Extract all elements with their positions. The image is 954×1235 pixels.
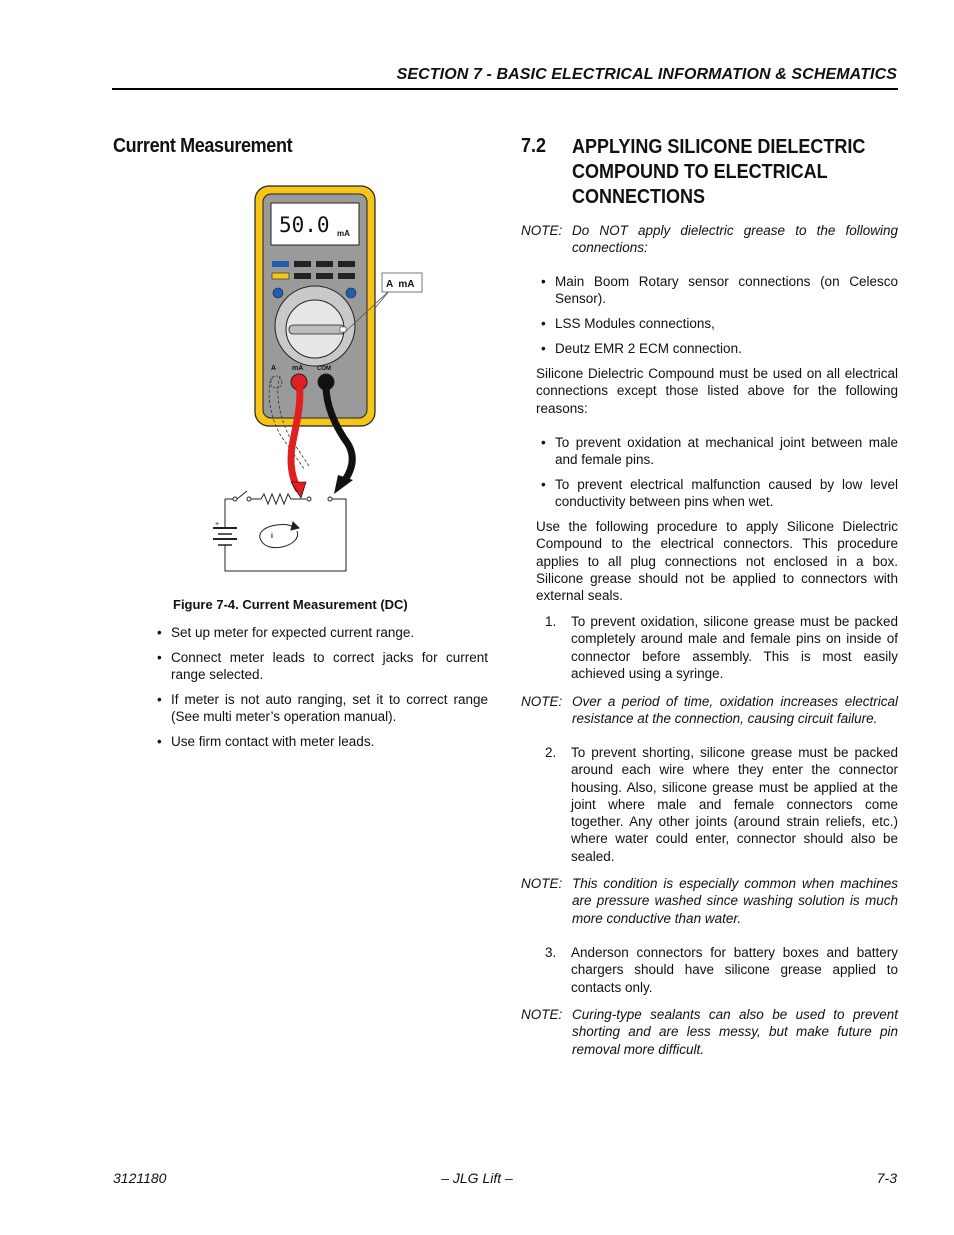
jack-a-label: A [271,365,277,372]
note [521,222,898,257]
list-item: • If meter is not auto ranging, set it to correct range (See multi meter’s operation manual). [157,692,488,725]
list-item: • Deutz EMR 2 ECM connection. [541,340,898,357]
paragraph: Use the following procedure to apply Silicone Dielectric Compound to the electrical connectors. This procedure applies to all plug connections not enclosed in a box. Silicone grease should not be applied to connectors with external seals. [536,519,898,604]
document-number: 3121180 [113,1170,167,1186]
display-value: 50.0 [279,213,330,237]
bullet-text: Use firm contact with meter leads. [171,734,375,749]
numbered-step [545,613,898,682]
note-text: Curing-type sealants can also be used to prevent shorting and are less messy, but make future pin removal more difficult. [572,1007,898,1057]
current-measurement-heading: Current Measurement [113,135,293,157]
bullet-text: Set up meter for expected current range. [171,625,415,640]
numbered-step [545,944,898,996]
note-label: NOTE: [521,694,563,709]
footer-center: – JLG Lift – [441,1170,513,1186]
step-text: Anderson connectors for battery boxes and battery chargers should have silicone grease applied to contacts only. [571,945,898,995]
step-number: 1. [545,614,557,629]
page-number: 7-3 [876,1170,897,1186]
note-label: NOTE: [521,223,563,238]
numbered-step [545,744,898,865]
bullet-text: To prevent oxidation at mechanical joint between male and female pins. [555,435,898,468]
jack-com-label: COM [317,366,331,372]
callout-label: A mA [386,279,415,290]
multimeter-figure [205,186,415,576]
bullet-text: Main Boom Rotary sensor connections (on Celesco Sensor). [555,274,898,307]
step-text: To prevent shorting, silicone grease must be packed around each wire where they enter the connector housing. Also, silicone grease must be applied at the joint where male and female connectors come together. Any other joints (around strain reliefs, etc.) where water could enter, connector should also be sealed. [571,745,898,864]
note-label: NOTE: [521,876,563,891]
list-item: • Set up meter for expected current range. [157,624,488,641]
current-symbol: i [271,533,273,540]
note-text: Over a period of time, oxidation increases electrical resistance at the connection, causing circuit failure. [572,694,898,727]
list-item: • Connect meter leads to correct jacks for current range selected. [157,650,488,683]
section-number: 7.2 [521,135,547,157]
yellow-button [272,273,289,279]
step-number: 3. [545,945,557,960]
list-item: • To prevent electrical malfunction caused by low level conductivity between pins when wet. [541,477,898,510]
circuit-diagram [213,491,346,571]
header-rule [112,88,898,90]
note-text: Do NOT apply dielectric grease to the following connections: [572,223,898,256]
step-text: To prevent oxidation, silicone grease must be packed completely around male and female pins on inside of connector before assembly. This is most easily achieved using a syringe. [571,614,898,681]
bullet-text: To prevent electrical malfunction caused by low level conductivity between pins when wet. [555,477,898,510]
svg-text:+: + [215,521,220,528]
paragraph: Silicone Dielectric Compound must be used on all electrical connections except those listed above for the following reasons: [536,366,898,416]
step-number: 2. [545,745,557,760]
section-heading: APPLYING SILICONE DIELECTRIC COMPOUND TO ELECTRICAL CONNECTIONS [572,136,866,208]
list-item: • Use firm contact with meter leads. [157,733,488,750]
note [521,875,898,927]
blue-button [272,261,289,267]
jack-ma-label: mA [292,365,304,372]
list-item: • LSS Modules connections, [541,315,898,332]
bullet-text: LSS Modules connections, [555,316,715,331]
list-item: • Main Boom Rotary sensor connections (on Celesco Sensor). [541,274,898,307]
note-label: NOTE: [521,1007,563,1022]
list-item: • To prevent oxidation at mechanical joint between male and female pins. [541,435,898,468]
bullet-text: Deutz EMR 2 ECM connection. [555,341,742,356]
section-header-title: SECTION 7 - BASIC ELECTRICAL INFORMATION & SCHEMATICS [396,66,897,83]
display-unit: mA [337,229,350,238]
bullet-text: If meter is not auto ranging, set it to correct range (See multi meter’s operation manual). [171,692,488,725]
figure-caption: Figure 7-4. Current Measurement (DC) [173,597,408,612]
bullet-text: Connect meter leads to correct jacks for current range selected. [171,650,488,683]
note [521,693,898,728]
note [521,1006,898,1058]
note-text: This condition is especially common when machines are pressure washed since washing solution is much more conductive than water. [572,876,898,926]
